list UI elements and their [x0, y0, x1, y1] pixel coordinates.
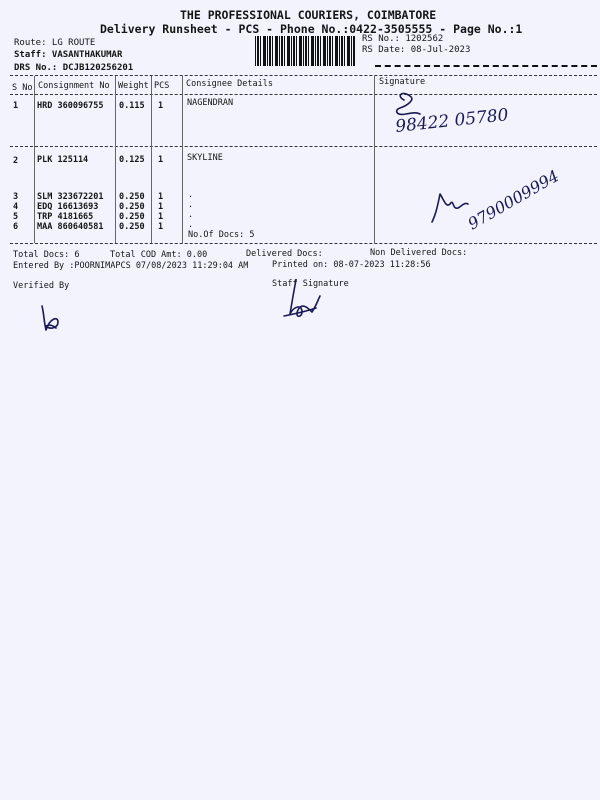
entered-by: Entered By :POORNIMAPCS 07/08/2023 11:29:04 AM	[13, 261, 249, 271]
row-consignment: TRP 4181665	[37, 212, 94, 222]
barcode	[255, 36, 355, 66]
row-consignee: .	[188, 220, 194, 230]
column-divider	[34, 76, 35, 243]
row-pcs: 1	[158, 101, 164, 111]
runsheet-subtitle: Delivery Runsheet - PCS - Phone No.:0422-3505555 - Page No.:1	[100, 22, 523, 36]
row-consignee: SKYLINE	[187, 153, 223, 163]
row-weight: 0.250	[119, 192, 145, 202]
row-sno: 5	[13, 212, 19, 222]
verifier-signature	[36, 302, 66, 332]
handwritten-phone-1	[394, 105, 556, 142]
staff-signature	[278, 278, 328, 322]
row-pcs: 1	[158, 222, 164, 232]
row-consignment: HRD 360096755	[37, 101, 104, 111]
header-rule	[375, 65, 597, 67]
route-label: Route: LG ROUTE	[14, 38, 96, 48]
col-header-consignment: Consignment No	[38, 81, 110, 91]
row-consignee: .	[188, 200, 194, 210]
col-header-pcs: PCS	[154, 81, 170, 91]
column-divider	[115, 76, 116, 243]
row-consignment: MAA 860640581	[37, 222, 104, 232]
table-bottom-rule	[10, 243, 597, 244]
table-header-rule	[10, 94, 597, 95]
row-consignee: .	[188, 210, 194, 220]
company-title: THE PROFESSIONAL COURIERS, COIMBATORE	[180, 8, 437, 22]
total-cod-amount: Total COD Amt: 0.00	[110, 250, 208, 260]
row-sno: 1	[13, 101, 19, 111]
row-weight: 0.250	[119, 212, 145, 222]
row-sno: 3	[13, 192, 19, 202]
row-weight: 0.125	[119, 155, 145, 165]
svg-text:98422 05780: 98422 05780	[394, 105, 510, 137]
col-header-signature: Signature	[379, 77, 426, 87]
row-consignee: .	[188, 190, 194, 200]
no-of-docs: No.Of Docs: 5	[188, 230, 255, 240]
handwritten-phone-2	[464, 160, 600, 240]
row-pcs: 1	[158, 212, 164, 222]
row-separator	[10, 146, 597, 147]
rs-number: RS No.: 1202562	[362, 34, 444, 44]
verified-by-label: Verified By	[13, 281, 70, 291]
delivered-docs: Delivered Docs:	[246, 249, 323, 259]
column-divider	[182, 76, 183, 243]
row-weight: 0.115	[119, 101, 145, 111]
row-consignment: PLK 125114	[37, 155, 89, 165]
row-pcs: 1	[158, 202, 164, 212]
drs-number: DRS No.: DCJB120256201	[14, 63, 134, 73]
row-pcs: 1	[158, 155, 164, 165]
total-docs: Total Docs: 6	[13, 250, 80, 260]
staff-label: Staff: VASANTHAKUMAR	[14, 50, 123, 60]
non-delivered-docs: Non Delivered Docs:	[370, 248, 468, 258]
row-pcs: 1	[158, 192, 164, 202]
table-top-rule	[10, 75, 597, 76]
col-header-consignee: Consignee Details	[186, 79, 273, 89]
row-consignment: SLM 323672201	[37, 192, 104, 202]
svg-text:9790009994: 9790009994	[464, 166, 563, 234]
row-sno: 4	[13, 202, 19, 212]
row-sno: 2	[13, 156, 19, 166]
row-consignment: EDQ 16613693	[37, 202, 99, 212]
col-header-weight: Weight	[118, 81, 149, 91]
row-weight: 0.250	[119, 202, 145, 212]
row-weight: 0.250	[119, 222, 145, 232]
row-consignee: NAGENDRAN	[187, 98, 234, 108]
column-divider	[151, 76, 152, 243]
col-header-sno: S No	[12, 83, 33, 93]
column-divider	[374, 76, 375, 243]
printed-on: Printed on: 08-07-2023 11:28:56	[272, 260, 431, 270]
rs-date: RS Date: 08-Jul-2023	[362, 45, 471, 55]
row-sno: 6	[13, 222, 19, 232]
staff-signature-label: Staff Signature	[272, 279, 349, 289]
